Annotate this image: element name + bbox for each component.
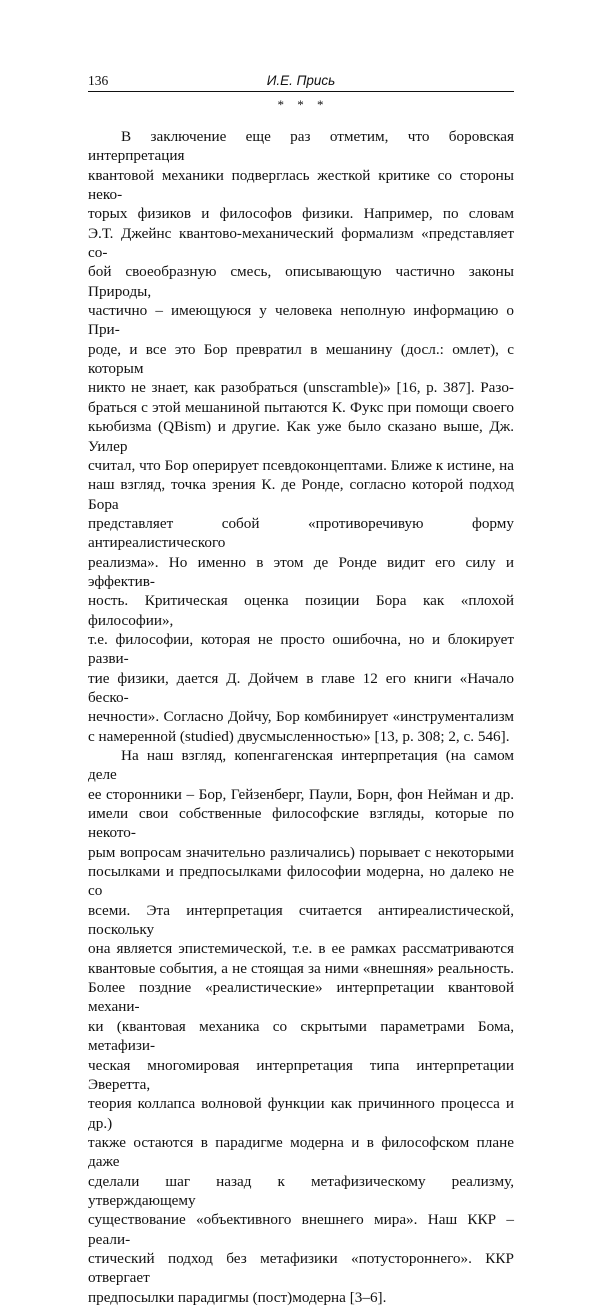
text-line: теория коллапса волновой функции как причинного процесса и др.) xyxy=(88,1095,514,1132)
text-line: тие физики, дается Д. Дойчем в главе 12 его книги «Начало беско- xyxy=(88,669,514,706)
text-line: частично – имеющуюся у человека неполную информацию о При- xyxy=(88,302,514,339)
text-line: сделали шаг назад к метафизическому реализму, утверждающему xyxy=(88,1172,514,1209)
text-line: роде, и все это Бор превратил в мешанину (досл.: омлет), с которым xyxy=(88,340,514,378)
text-line: с намеренной (studied) двусмысленностью» [13, p. 308; 2, с. 546]. xyxy=(88,727,510,745)
text-line: реализма». Но именно в этом де Ронде видит его силу и эффектив- xyxy=(88,553,514,590)
text-line: На наш взгляд, копенгагенская интерпретация (на самом деле xyxy=(88,747,514,784)
text-line: В заключение еще раз отметим, что боровская интерпретация xyxy=(88,128,514,165)
text-line: стический подход без метафизики «потустороннего». ККР отвергает xyxy=(88,1249,514,1287)
text-line: бой своеобразную смесь, описывающую частично законы Природы, xyxy=(88,263,514,300)
text-line: никто не знает, как разобраться (unscramble)» [16, p. 387]. Разо- xyxy=(88,379,514,397)
body-text xyxy=(88,127,514,1307)
header-rule xyxy=(88,91,514,92)
text-line: представляет собой «противоречивую форму антиреалистического xyxy=(88,514,514,552)
paragraph-1 xyxy=(88,127,514,746)
paragraph-2 xyxy=(88,746,514,1307)
running-title: И.Е. Прись xyxy=(266,73,336,88)
text-line: квантовой механики подверглась жесткой критике со стороны неко- xyxy=(88,166,514,204)
text-line: ность. Критическая оценка позиции Бора как «плохой философии», xyxy=(88,592,514,629)
text-line: ки (квантовая механика со скрытыми параметрами Бома, метафизи- xyxy=(88,1017,514,1055)
text-line: квантовые события, а не стоящая за ними «внешняя» реальность. xyxy=(88,959,514,977)
text-line: посылками и предпосылками философии модерна, но далеко не со xyxy=(88,863,514,900)
text-line: она является эпистемической, т.е. в ее рамках рассматриваются xyxy=(88,940,514,958)
text-line: кьюбизма (QBism) и другие. Как уже было сказано выше, Дж. Уилер xyxy=(88,418,514,455)
text-line: т.е. философии, которая не просто ошибочна, но и блокирует разви- xyxy=(88,630,514,668)
text-line: также остаются в парадигме модерна и в философском плане даже xyxy=(88,1133,514,1171)
text-line: Более поздние «реалистические» интерпретации квантовой механи- xyxy=(88,979,514,1016)
text-line: наш взгляд, точка зрения К. де Ронде, согласно которой подход Бора xyxy=(88,476,514,513)
text-line: торых физиков и философов физики. Например, по словам xyxy=(88,205,514,223)
text-line: имели свои собственные философские взгляды, которые по некото- xyxy=(88,805,514,842)
text-line: рым вопросам значительно различались) порывает с некоторыми xyxy=(88,843,514,861)
text-line: нечности». Согласно Дойчу, Бор комбинирует «инструментализм xyxy=(88,708,514,726)
text-line: браться с этой мешаниной пытаются К. Фукс при помощи своего xyxy=(88,398,514,416)
text-line: предпосылки парадигмы (пост)модерна [3–6]. xyxy=(88,1288,387,1306)
page-number: 136 xyxy=(88,73,109,88)
text-line: Э.Т. Джейнс квантово-механический формализм «представляет со- xyxy=(88,224,514,262)
text-line: всеми. Эта интерпретация считается антиреалистической, поскольку xyxy=(88,901,514,939)
text-line: ческая многомировая интерпретация типа интерпретации Эверетта, xyxy=(88,1056,514,1093)
text-line: считал, что Бор оперирует псевдоконцептами. Ближе к истине, на xyxy=(88,456,514,474)
text-line: существование «объективного внешнего мира». Наш ККР – реали- xyxy=(88,1211,514,1248)
text-line: ее сторонники – Бор, Гейзенберг, Паули, Борн, фон Нейман и др. xyxy=(88,785,514,803)
section-separator: * * * xyxy=(277,97,325,112)
